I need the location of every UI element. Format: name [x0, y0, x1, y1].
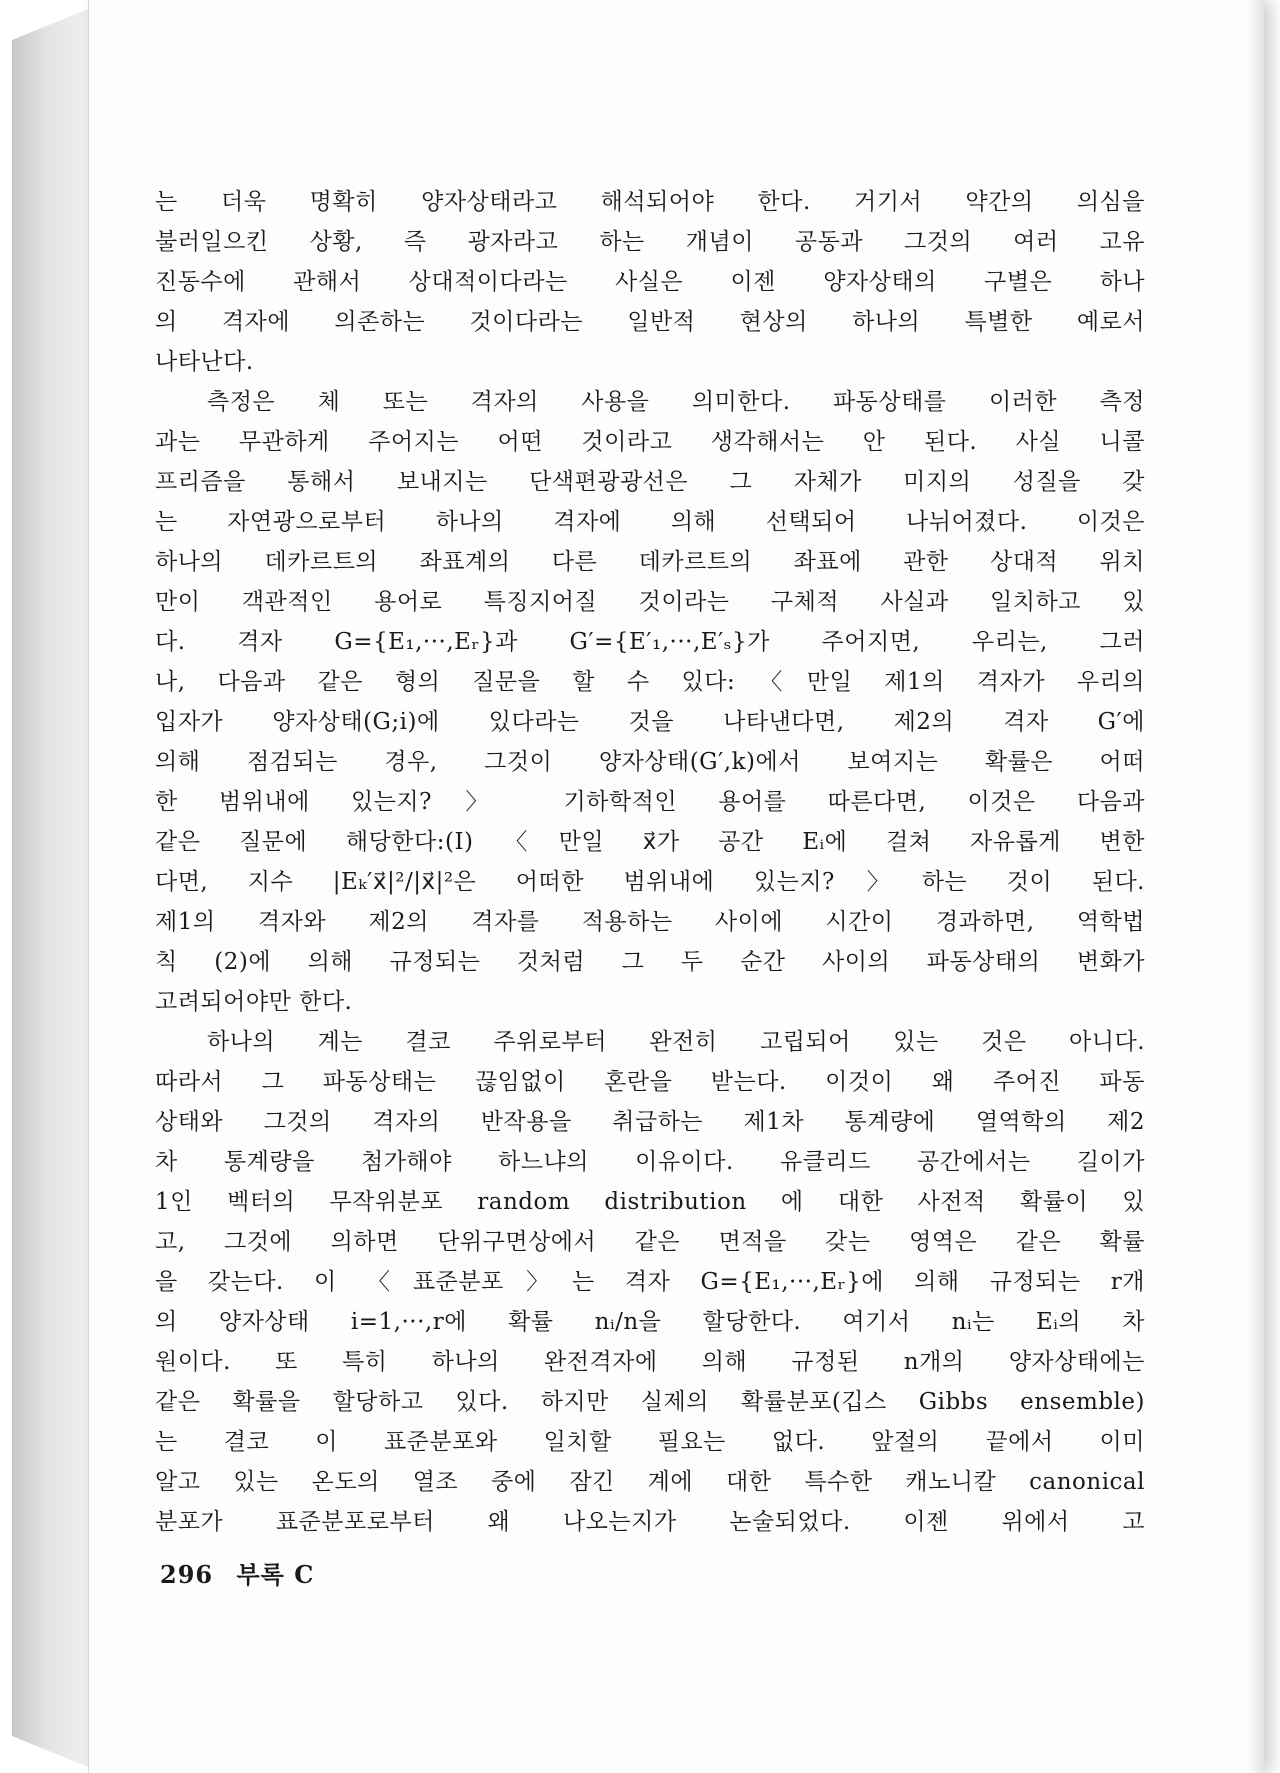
book-spine: [12, 8, 91, 1768]
text-line: 의 격자에 의존하는 것이다라는 일반적 현상의 하나의 특별한 예로서: [155, 309, 1145, 335]
text-line: 진동수에 관해서 상대적이다라는 사실은 이젠 양자상태의 구별은 하나: [155, 269, 1145, 295]
text-line: 같은 질문에 해당한다:(I)〈만일 x⃗가 공간 Eᵢ에 걸쳐 자유롭게 변한: [155, 829, 1145, 855]
text-line: 나타난다.: [155, 349, 254, 375]
text-line: 다. 격자 G={E₁,···,Eᵣ}과 G′={E′₁,···,E′ₛ}가 주어지면, 우리는, 그러: [155, 629, 1145, 655]
page-number: 296: [160, 1560, 214, 1589]
text-line: 프리즘을 통해서 보내지는 단색편광광선은 그 자체가 미지의 성질을 갖: [155, 469, 1145, 495]
text-line: 알고 있는 온도의 열조 중에 잠긴 계에 대한 특수한 캐노니칼 canonical: [155, 1469, 1145, 1495]
text-line: 같은 확률을 할당하고 있다. 하지만 실제의 확률분포(깁스 Gibbs ensemble): [155, 1389, 1145, 1415]
text-line: 한 범위내에 있는지?〉 기하학적인 용어를 따른다면, 이것은 다음과: [155, 789, 1145, 815]
text-line: 제1의 격자와 제2의 격자를 적용하는 사이에 시간이 경과하면, 역학법: [155, 909, 1145, 935]
text-line: 하나의 데카르트의 좌표계의 다른 데카르트의 좌표에 관한 상대적 위치: [155, 549, 1145, 575]
text-line: 차 통계량을 첨가해야 하느냐의 이유이다. 유클리드 공간에서는 길이가: [155, 1149, 1145, 1175]
text-line: 의 양자상태 i=1,···,r에 확률 nᵢ/n을 할당한다. 여기서 nᵢ는 Eᵢ의 차: [155, 1309, 1145, 1335]
text-line: 을 갖는다. 이 〈표준분포〉는 격자 G={E₁,···,Eᵣ}에 의해 규정되는 r개: [155, 1269, 1145, 1295]
text-line: 측정은 체 또는 격자의 사용을 의미한다. 파동상태를 이러한 측정: [207, 389, 1145, 415]
text-line: 따라서 그 파동상태는 끊임없이 혼란을 받는다. 이것이 왜 주어진 파동: [155, 1069, 1145, 1095]
text-line: 상태와 그것의 격자의 반작용을 취급하는 제1차 통계량에 열역학의 제2: [155, 1109, 1145, 1135]
text-line: 고려되어야만 한다.: [155, 989, 353, 1015]
page-edge-shadow: [1248, 0, 1264, 1773]
text-line: 원이다. 또 특히 하나의 완전격자에 의해 규정된 n개의 양자상태에는: [155, 1349, 1145, 1375]
section-label: 부록 C: [236, 1560, 315, 1589]
page-body-text: [155, 182, 1145, 1542]
text-line: 만이 객관적인 용어로 특징지어질 것이라는 구체적 사실과 일치하고 있: [155, 589, 1145, 615]
page-footer: [160, 1555, 328, 1590]
text-line: 분포가 표준분포로부터 왜 나오는지가 논술되었다. 이젠 위에서 고: [155, 1509, 1145, 1535]
text-line: 고, 그것에 의하면 단위구면상에서 같은 면적을 갖는 영역은 같은 확률: [155, 1229, 1145, 1255]
text-line: 나, 다음과 같은 형의 질문을 할 수 있다:〈만일 제1의 격자가 우리의: [155, 669, 1145, 695]
text-line: 는 결코 이 표준분포와 일치할 필요는 없다. 앞절의 끝에서 이미: [155, 1429, 1145, 1455]
text-line: 의해 점검되는 경우, 그것이 양자상태(G′,k)에서 보여지는 확률은 어떠: [155, 749, 1145, 775]
text-line: 는 자연광으로부터 하나의 격자에 의해 선택되어 나뉘어졌다. 이것은: [155, 509, 1145, 535]
text-line: 는 더욱 명확히 양자상태라고 해석되어야 한다. 거기서 약간의 의심을: [155, 189, 1145, 215]
text-line: 칙 (2)에 의해 규정되는 것처럼 그 두 순간 사이의 파동상태의 변화가: [155, 949, 1145, 975]
text-line: 하나의 계는 결코 주위로부터 완전히 고립되어 있는 것은 아니다.: [207, 1029, 1145, 1055]
text-line: 과는 무관하게 주어지는 어떤 것이라고 생각해서는 안 된다. 사실 니콜: [155, 429, 1145, 455]
text-line: 다면, 지수 |Eₖ′x⃗|²/|x⃗|²은 어떠한 범위내에 있는지?〉하는 것이 된다.: [155, 869, 1145, 895]
text-line: 1인 벡터의 무작위분포 random distribution 에 대한 사전적 확률이 있: [155, 1189, 1145, 1215]
text-line: 불러일으킨 상황, 즉 광자라고 하는 개념이 공동과 그것의 여러 고유: [155, 229, 1145, 255]
text-line: 입자가 양자상태(G;i)에 있다라는 것을 나타낸다면, 제2의 격자 G′에: [155, 709, 1145, 735]
